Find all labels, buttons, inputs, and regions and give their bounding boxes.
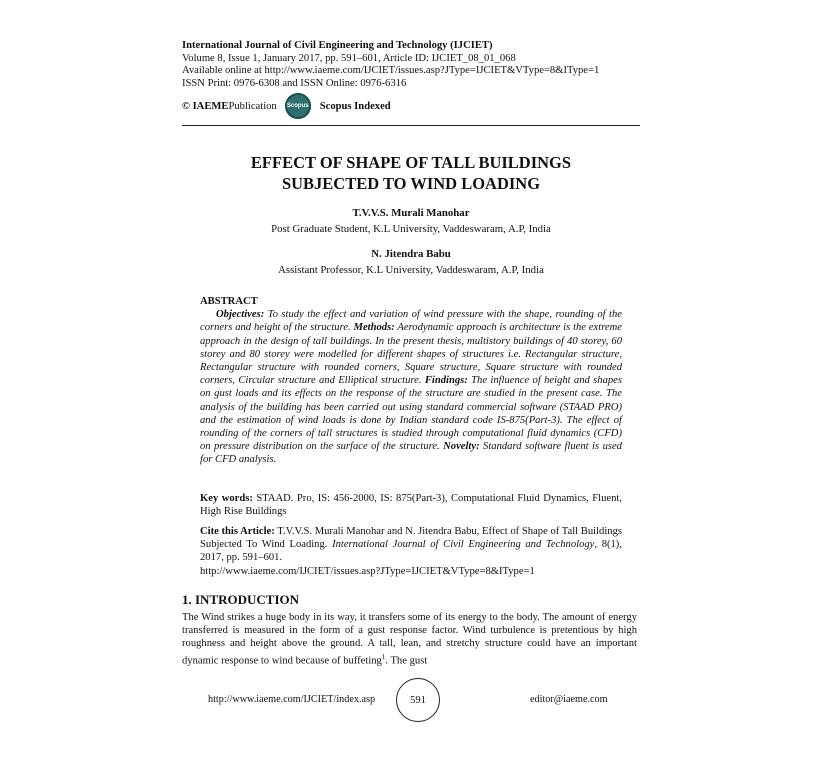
- page-number: 591: [396, 678, 440, 722]
- keywords: Key words: STAAD. Pro, IS: 456-2000, IS: 875(Part-3), Computational Fluid Dynamics, Fluent, High Rise Buildings: [200, 493, 622, 518]
- novelty-label: Novelty:: [443, 441, 480, 453]
- citation: Cite this Article: T.V.V.S. Murali Manohar and N. Jitendra Babu, Effect of Shape of Tall Buildings Subjected To Wind Loading. International Journal of Civil Engineering and Technology, 8(1), 2017, pp. 591–601. http://www.iaeme.com/IJCIET/issues.asp?JType=IJCIET&VType=8&IType=1: [200, 526, 622, 577]
- title-line-1: EFFECT OF SHAPE OF TALL BUILDINGS: [250, 153, 572, 172]
- keywords-label: Key words:: [200, 493, 253, 504]
- copyright-text: © IAEME: [182, 100, 229, 112]
- scopus-indexed-text: Scopus Indexed: [319, 100, 391, 112]
- journal-header: [182, 40, 642, 90]
- volume-info: Volume 8, Issue 1, January 2017, pp. 591–601, Article ID: IJCIET_08_01_068: [182, 52, 516, 64]
- scopus-logo-icon: Scopus: [285, 93, 311, 119]
- introduction-heading: 1. INTRODUCTION: [182, 592, 300, 607]
- author-2-name: N. Jitendra Babu: [371, 248, 451, 260]
- findings-label: Findings:: [424, 375, 468, 387]
- cite-label: Cite this Article:: [200, 526, 275, 537]
- cite-journal: International Journal of Civil Engineering and Technology: [332, 539, 595, 551]
- footer-email[interactable]: editor@iaeme.com: [530, 694, 608, 705]
- header-divider: [182, 125, 640, 126]
- author-1-name: T.V.V.S. Murali Manohar: [352, 207, 470, 219]
- author-2-affiliation: Assistant Professor, K.L University, Vaddeswaram, A.P, India: [278, 264, 544, 276]
- publisher-line: [182, 93, 642, 119]
- abstract-heading: ABSTRACT: [200, 296, 258, 307]
- author-1-affiliation: Post Graduate Student, K.L University, Vaddeswaram, A.P, India: [271, 223, 551, 235]
- introduction-text: The Wind strikes a huge body in its way, it transfers some of its energy to the body. The amount of energy transferred is measured in the form of a gust response factor. Wind turbulence is pretentious by high roughness and height above the ground. A tall, lean, and stretchy structure could have an important dynamic response to wind because of buffeting$^1$. The gust: [182, 612, 637, 667]
- footer-url[interactable]: http://www.iaeme.com/IJCIET/index.asp: [208, 694, 376, 705]
- abstract-text: Objectives: To study the effect and variation of wind pressure with the shape, rounding of the corners and height of the structure. Methods: Aerodynamic approach is architecture is the extreme approach in the design of tall buildings. In the present thesis, multistory buildings of 40 storey, 60 storey and 80 storey were modelled for different shapes of structures i.e. Rectangular structure, Rectangular structure with rounded corners, Square structure, Square structure with rounded corners, Circular structure and Elliptical structure. Findings: The influence of height and shapes on gust loads and its effects on the response of the structure are studied in the present case. The analysis of the building has been carried out using standard commercial software (STAAD PRO) and the estimation of wind loads is done by Indian standard code IS-875(Part-3). The effect of rounding of the corners of tall structures is studied through computational fluid dynamics (CFD) on pressure distribution on the surface of the structure. Novelty: Standard software fluent is used for CFD analysis.: [200, 309, 622, 466]
- journal-title: International Journal of Civil Engineering and Technology (IJCIET): [182, 40, 493, 51]
- issn-info: ISSN Print: 0976-6308 and ISSN Online: 0976-6316: [182, 77, 407, 89]
- paper-title: [182, 152, 640, 194]
- methods-label: Methods:: [353, 322, 395, 334]
- publication-text: Publication: [228, 100, 277, 112]
- cite-url[interactable]: http://www.iaeme.com/IJCIET/issues.asp?JType=IJCIET&VType=8&IType=1: [200, 565, 535, 577]
- abstract-block: [200, 295, 622, 467]
- online-link[interactable]: Available online at http://www.iaeme.com/IJCIET/issues.asp?JType=IJCIET&VType=8&IType=1: [182, 65, 600, 77]
- title-line-2: SUBJECTED TO WIND LOADING: [281, 174, 541, 193]
- objectives-label: Objectives:: [216, 309, 265, 321]
